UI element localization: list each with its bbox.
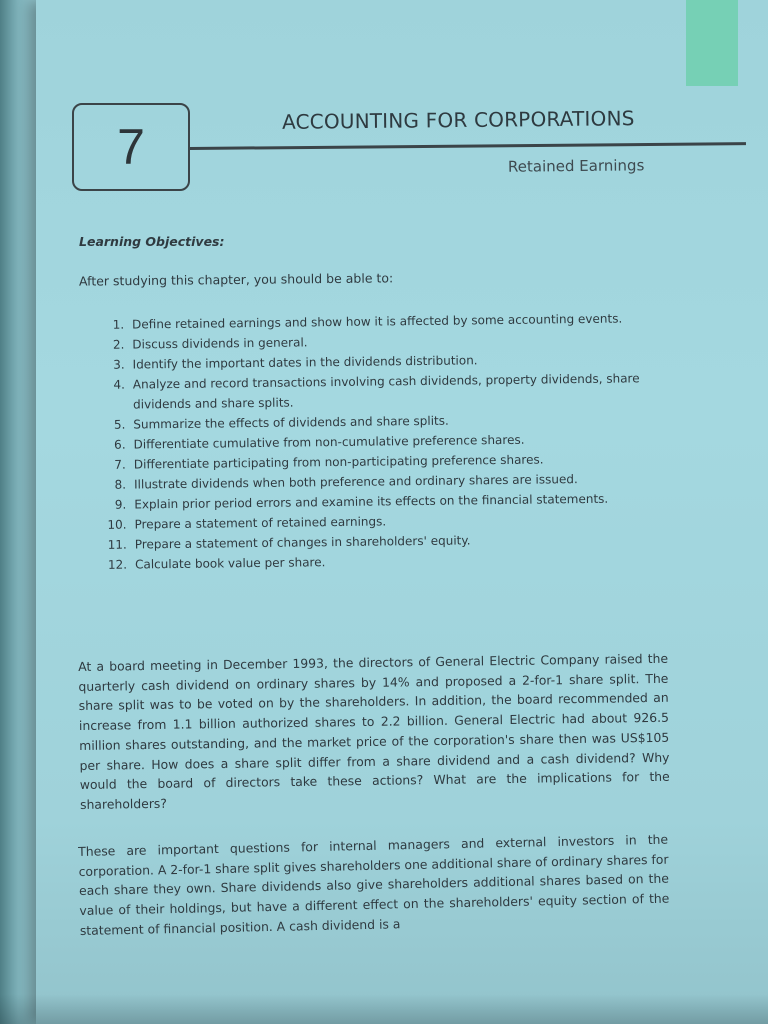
objective-number: 12. <box>107 557 128 572</box>
objective-number: 11. <box>107 537 127 552</box>
objective-text: Explain prior period errors and examine its effects on the financial statements. <box>134 491 609 512</box>
objective-text: Prepare a statement of retained earnings. <box>134 514 387 532</box>
objective-number: 9. <box>114 497 127 512</box>
objective-number: 5. <box>113 417 126 432</box>
sticky-tab <box>686 0 738 86</box>
objective-text: Differentiate cumulative from non-cumulative preference shares. <box>133 432 525 452</box>
objective-text: Illustrate dividends when both preference and ordinary shares are issued. <box>133 472 578 492</box>
chapter-title: ACCOUNTING FOR CORPORATIONS <box>281 106 635 134</box>
objective-number: 10. <box>107 517 127 532</box>
objective-number: 4. <box>113 377 125 392</box>
body-paragraph-1: At a board meeting in December 1993, the directors of General Electric Company raised the quarterly cash dividend on ordinary shares by 14% and proposed a 2-for-1 share split. The share split was to be voted on by the shareholders. In addition, the board recommended an increase from 1.1 billion authorized shares to 2.2 billion. General Electric had about 926.5 million shares outstanding, and the market price of the corporation's share then was US$105 per share. How does a share split differ from a share dividend and a cash dividend? Why would the board of directors take these actions? What are the implications for the shareholders? <box>78 650 670 812</box>
objective-number: 7. <box>114 457 126 472</box>
chapter-number-box <box>72 103 190 191</box>
objective-text: Identify the important dates in the dividends distribution. <box>132 353 478 372</box>
chapter-number: 7 <box>117 119 145 175</box>
objective-text: Summarize the effects of dividends and share splits. <box>133 413 449 432</box>
page-bottom-shadow <box>0 994 768 1024</box>
chapter-subtitle: Retained Earnings <box>507 156 645 176</box>
body-paragraph-2: These are important questions for internal managers and external investors in the corporation. A 2-for-1 share split gives shareholders one additional share of ordinary shares for each share they own. Share dividends also give shareholders additional shares based on the value of their holdings, but have a different effect on the shareholders' equity section of the statement of financial position. A cash dividend is a <box>78 831 670 938</box>
objective-number: 6. <box>114 437 126 452</box>
objective-number: 3. <box>113 357 125 372</box>
objective-text: Prepare a statement of changes in shareholders' equity. <box>134 533 471 552</box>
objective-number: 8. <box>114 477 127 492</box>
objective-text: Calculate book value per share. <box>134 555 326 572</box>
objectives-list <box>92 308 655 575</box>
objective-text: Analyze and record transactions involving cash dividends, property dividends, share dividends and share splits. <box>132 371 640 412</box>
learning-objectives-heading: Learning Objectives: <box>79 234 225 249</box>
objective-item <box>93 368 653 415</box>
objective-number: 1. <box>112 317 125 332</box>
objective-text: Define retained earnings and show how it is affected by some accounting events. <box>132 311 623 332</box>
objective-text: Discuss dividends in general. <box>132 335 308 352</box>
objective-text: Differentiate participating from non-participating preference shares. <box>133 452 544 472</box>
objective-number: 2. <box>112 337 125 352</box>
learning-objectives-intro: After studying this chapter, you should be able to: <box>78 270 394 289</box>
